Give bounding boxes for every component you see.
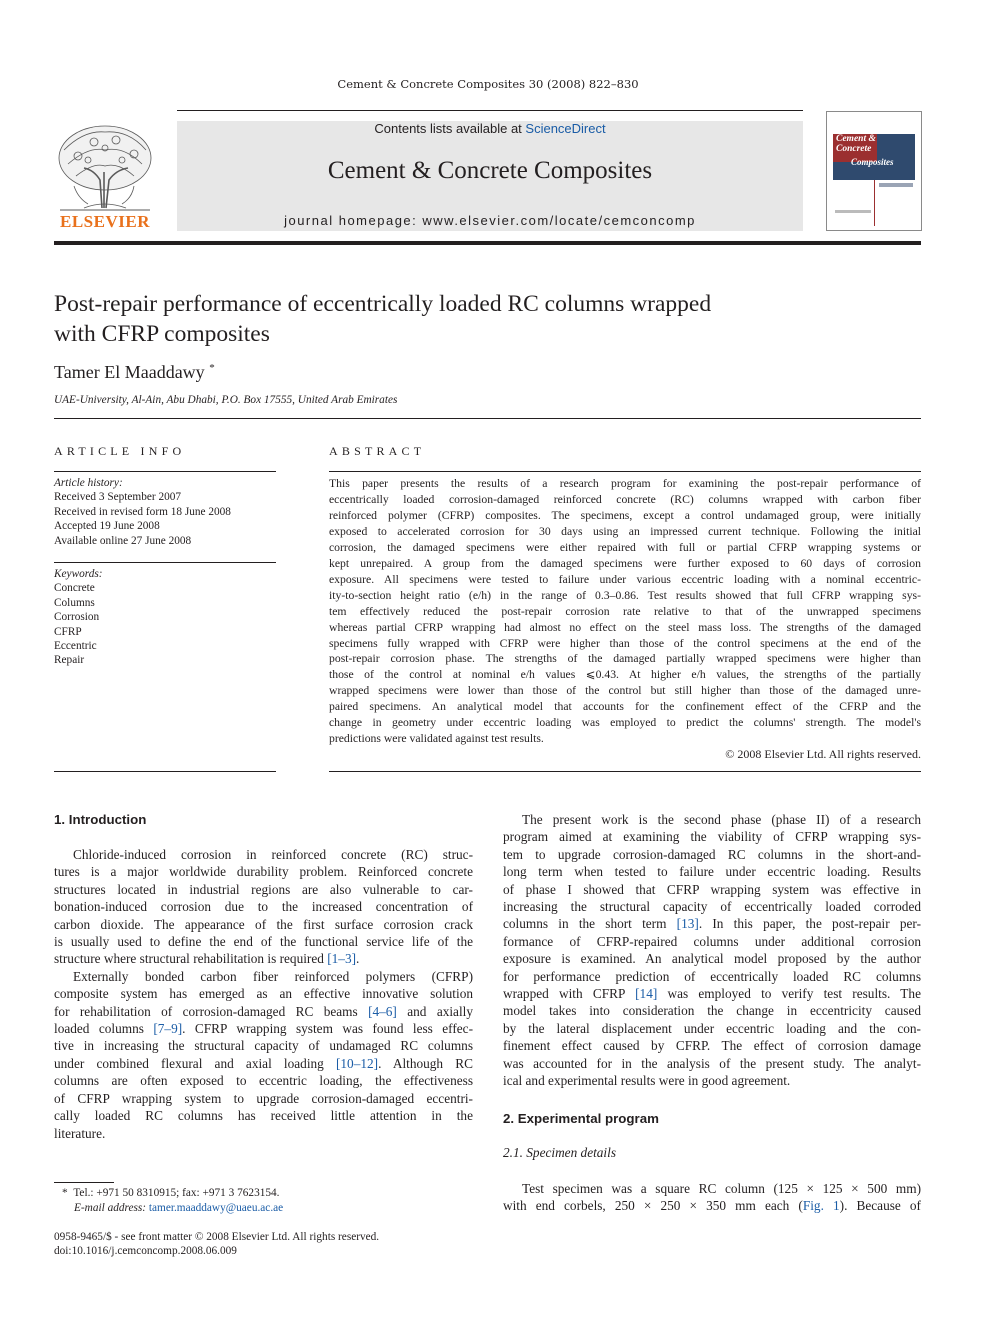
- text-line: tures is a major worldwide durability problem. Reinforced concrete: [54, 864, 473, 880]
- right-paragraph-1: [503, 811, 921, 1090]
- reference-link[interactable]: [13]: [676, 916, 699, 932]
- intro-heading: 1. Introduction: [54, 812, 147, 827]
- author-footnote-mark[interactable]: *: [209, 362, 215, 374]
- text-span: under combined flexural and axial loading: [54, 1055, 336, 1071]
- abstract-line: specimens fully wrapped with CFRP were higher than those of the control specimens at the end of the: [329, 636, 921, 650]
- text-line: literature.: [54, 1125, 106, 1141]
- text-line: carbon dioxide. The appearance of the first surface corrosion crack: [54, 916, 473, 932]
- text-line: of phase I showed that CFRP wrapping system was effective in: [503, 881, 921, 897]
- paper-title: [54, 289, 934, 349]
- text-line: finement effect caused by CFRP. The effect of corrosion damage: [503, 1038, 921, 1054]
- abstract-line: predictions were validated against test results.: [329, 732, 544, 746]
- text-line: for performance prediction of eccentrically loaded RC columns: [503, 968, 921, 984]
- text-span: ). Because of: [839, 1198, 921, 1214]
- contents-line: [177, 121, 803, 136]
- header-top-rule: [177, 110, 803, 111]
- abstract-line: whereas partial CFRP wrapping had almost no effect on the steel mass loss. The strengths of the damaged: [329, 620, 921, 634]
- abstract-heading: ABSTRACT: [329, 444, 426, 458]
- history-received: Received 3 September 2007: [54, 491, 182, 504]
- text-line: program aimed at examining the viability of CFRP wrapping sys-: [503, 829, 921, 845]
- sciencedirect-link[interactable]: ScienceDirect: [525, 121, 606, 136]
- keyword: Corrosion: [54, 611, 100, 624]
- text-line: increasing the structural capacity of eccentrically loaded corroded: [503, 899, 921, 915]
- journal-cover-thumbnail: [826, 111, 922, 231]
- contents-prefix: Contents lists available at: [374, 121, 526, 136]
- text-line: [54, 950, 473, 967]
- reference-link[interactable]: [10–12]: [335, 1055, 379, 1071]
- affiliation: UAE-University, Al-Ain, Abu Dhabi, P.O. Box 17555, United Arab Emirates: [54, 394, 398, 406]
- text-line: bonation-induced corrosion due to the increased concentration of: [54, 899, 473, 915]
- text-line: [54, 1003, 473, 1020]
- reference-link[interactable]: [7–9]: [153, 1021, 183, 1037]
- experimental-heading: 2. Experimental program: [503, 1111, 659, 1126]
- text-line: tem to upgrade corrosion-damaged RC columns in the short-and-: [503, 846, 921, 862]
- paper-title-line1: Post-repair performance of eccentrically loaded RC columns wrapped: [54, 291, 712, 317]
- abstract-bottom-rule: [329, 771, 921, 772]
- text-line: by the lateral displacement under eccentric loading and the con-: [503, 1020, 921, 1036]
- text-line: ical and experimental results were in good agreement.: [503, 1073, 791, 1089]
- journal-title: Cement & Concrete Composites: [327, 157, 653, 184]
- abstract-text: [329, 476, 921, 747]
- abstract-copyright: © 2008 Elsevier Ltd. All rights reserved.: [725, 747, 921, 761]
- text-span: columns in the short term: [503, 916, 677, 932]
- history-revised: Received in revised form 18 June 2008: [54, 505, 231, 518]
- text-span: . CFRP wrapping system was found less effec-: [182, 1021, 473, 1037]
- abstract-line: paired specimens. An analytical model that accounts for the confinement effect of the CFRP and the: [329, 700, 921, 714]
- abstract-rule: [329, 471, 921, 472]
- text-span: and axially: [396, 1003, 473, 1019]
- cover-publisher-mark: [879, 183, 913, 187]
- abstract-line: corrosion, the damaged specimens were either repaired with full or partial CFRP wrapping systems or: [329, 540, 921, 554]
- text-line: tive in increasing the structural capacity of undamaged RC columns: [54, 1038, 473, 1054]
- text-line: [503, 985, 921, 1002]
- specimen-paragraph: [503, 1180, 921, 1215]
- email-label: E-mail address:: [74, 1201, 147, 1214]
- text-span: . In this paper, the post-repair per-: [698, 916, 922, 932]
- footnote-rule: [54, 1182, 114, 1183]
- text-line: structures located in industrial regions are also vulnerable to car-: [54, 881, 473, 897]
- text-line: was accounted for in the analysis of the present study. The analyt-: [503, 1055, 921, 1071]
- keywords-label: Keywords:: [54, 568, 103, 580]
- keyword: CFRP: [54, 625, 82, 638]
- cover-title-line3: Composites: [851, 157, 894, 167]
- abstract-line: wrapped specimens were lower than those of the control but still higher than those of the damaged unre-: [329, 684, 921, 698]
- text-span: . Although RC: [378, 1055, 473, 1071]
- footnote-email-line: [62, 1201, 283, 1216]
- history-online: Available online 27 June 2008: [54, 534, 192, 547]
- text-line: is usually used to define the end of the functional service life of the: [54, 934, 473, 950]
- text-span: wrapped with CFRP: [503, 986, 636, 1002]
- author-name[interactable]: Tamer El Maaddawy: [54, 362, 205, 382]
- cover-title-line2: Concrete: [836, 144, 872, 154]
- footnote-tel: Tel.: +971 50 8310915; fax: +971 3 7623154.: [73, 1187, 280, 1199]
- text-span: for rehabilitation of corrosion-damaged RC beams: [54, 1003, 369, 1019]
- article-info-bottom-rule: [54, 771, 276, 772]
- article-info-heading: ARTICLE INFO: [54, 444, 186, 458]
- text-line: composite system has emerged as an effective innovative solution: [54, 986, 473, 1002]
- abstract-line: exposure. All specimens were tested to failure under various eccentric loading with a nominal eccentric-: [329, 572, 921, 586]
- text-line: formance of CFRP-repaired columns under additional corrosion: [503, 933, 921, 949]
- reference-link[interactable]: [14]: [635, 986, 658, 1002]
- abstract-line: kept unrepaired. A group from the damaged specimens were further exposed to 60 days of corrosion: [329, 556, 921, 570]
- footnote-mark: *: [62, 1187, 68, 1199]
- text-line: cally loaded RC columns has received little attention in the: [54, 1108, 473, 1124]
- text-line: Test specimen was a square RC column (125 × 125 × 500 mm): [522, 1181, 921, 1196]
- abstract-line: post-repair corrosion phase. The strengths of the damaged partially wrapped specimens were higher than: [329, 652, 921, 666]
- abstract-line: those of the control at nominal e/h values ⩽0.43. At higher e/h values, the strengths of the partially: [329, 668, 921, 682]
- text-line: [54, 1020, 473, 1037]
- specimen-heading: 2.1. Specimen details: [503, 1145, 616, 1160]
- text-line: model takes into consideration the change in eccentricity caused: [503, 1003, 921, 1019]
- journal-citation: Cement & Concrete Composites 30 (2008) 822–830: [337, 77, 639, 91]
- keywords-rule: [54, 562, 276, 563]
- text-span: loaded columns: [54, 1021, 154, 1037]
- reference-link[interactable]: [4–6]: [368, 1003, 397, 1019]
- text-line: [54, 1055, 473, 1072]
- text-line: columns are often exposed to eccentric loading, the effectiveness: [54, 1073, 473, 1089]
- header-thick-rule: [54, 241, 921, 245]
- reference-link[interactable]: [1–3]: [327, 951, 357, 967]
- abstract-line: This paper presents the results of a research program for examining the post-repair performance of: [329, 477, 921, 490]
- history-label: Article history:: [54, 477, 123, 489]
- journal-homepage[interactable]: journal homepage: www.elsevier.com/locate/cemconcomp: [284, 213, 696, 228]
- article-info-rule: [54, 471, 276, 472]
- abstract-line: eccentrically loaded corrosion-damaged reinforced concrete (RC) columns wrapped with carbon fiber: [329, 492, 921, 506]
- author: [54, 362, 215, 383]
- text-span: structure where structural rehabilitation is required: [54, 951, 328, 967]
- abstract-line: ity-to-section height ratio (e/h) in the range of 0.3–0.86. Test results showed that full CFRP wrapping sys-: [329, 588, 921, 602]
- abstract-line: reinforced polymer (CFRP) composites. The specimens, except a control undamaged group, were initially: [329, 508, 921, 522]
- abstract-line: exposed to accelerated corrosion for 30 days using an impressed current technique. Following the initial: [329, 524, 921, 538]
- text-line: of CFRP wrapping system to upgrade corrosion-damaged eccentri-: [54, 1090, 473, 1106]
- text-line: long term when tested to failure under eccentric loading. Results: [503, 864, 921, 880]
- text-line: Chloride-induced corrosion in reinforced concrete (RC) struc-: [73, 847, 473, 862]
- text-line: exposure is examined. An analytical model proposed by the author: [503, 951, 921, 967]
- history-accepted: Accepted 19 June 2008: [54, 520, 160, 533]
- affiliation-rule: [54, 418, 921, 419]
- text-line: The present work is the second phase (phase II) of a research: [522, 812, 921, 827]
- intro-paragraph-1: [54, 846, 473, 1142]
- cover-title-line1: Cement &: [836, 134, 876, 144]
- text-line: Externally bonded carbon fiber reinforced polymers (CFRP): [73, 968, 473, 984]
- cover-title: [836, 134, 876, 154]
- text-line: [503, 915, 921, 932]
- email-link[interactable]: tamer.maaddawy@uaeu.ac.ae: [148, 1201, 284, 1214]
- abstract-line: tem effectively reduced the post-repair corrosion rate relative to that of the unwrapped specimens: [329, 604, 921, 618]
- footnote-tel-line: [62, 1186, 283, 1201]
- keyword: Repair: [54, 654, 85, 667]
- keyword: Eccentric: [54, 640, 97, 653]
- abstract-line: change in geometry under eccentric loading was employed to predict the columns' strength. The model's: [329, 716, 921, 730]
- author-footnote: [62, 1186, 283, 1215]
- text-line: [503, 1197, 921, 1214]
- keywords-block: [54, 567, 276, 668]
- keyword: Concrete: [54, 582, 95, 595]
- figure-link[interactable]: Fig. 1: [802, 1198, 840, 1214]
- elsevier-wordmark: ELSEVIER: [60, 212, 150, 231]
- issn-line: 0958-9465/$ - see front matter © 2008 Elsevier Ltd. All rights reserved.: [54, 1231, 380, 1243]
- text-span: with end corbels, 250 × 250 × 350 mm each (: [503, 1198, 803, 1214]
- cover-line: [874, 180, 875, 226]
- keyword: Columns: [54, 596, 95, 609]
- paper-title-line2: with CFRP composites: [54, 321, 270, 347]
- cover-footer-mark: [835, 210, 871, 213]
- article-history: [54, 476, 276, 548]
- text-span: was employed to verify test results. The: [657, 986, 921, 1002]
- text-span: .: [356, 951, 360, 967]
- doi-line[interactable]: doi:10.1016/j.cemconcomp.2008.06.009: [54, 1245, 237, 1257]
